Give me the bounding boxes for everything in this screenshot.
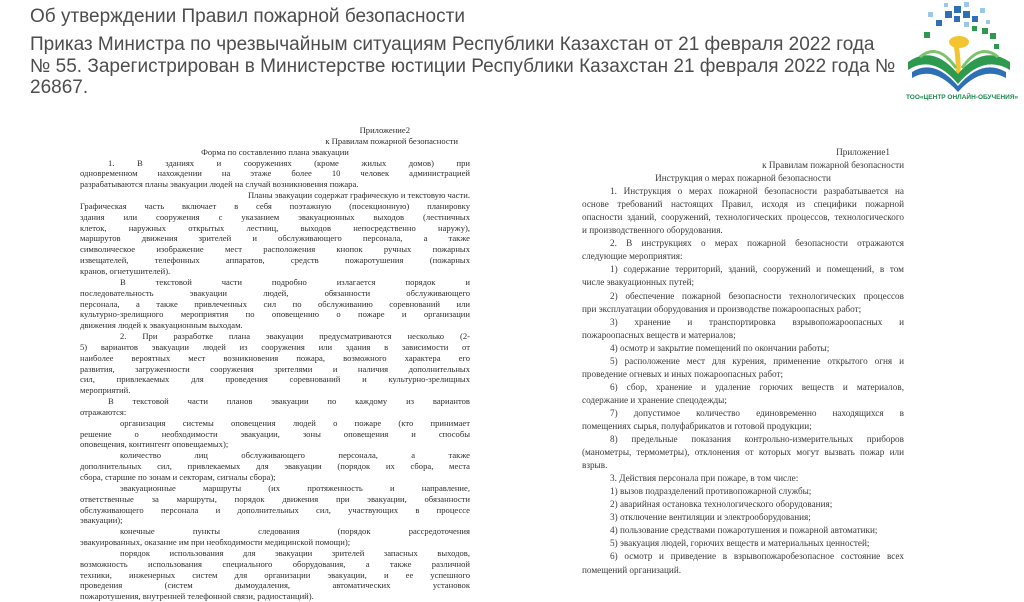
- right-doc-line: к Правилам пожарной безопасности: [762, 160, 904, 171]
- right-doc-line: 6) сбор, хранение и удаление горючих веществ и материалов,: [610, 381, 904, 392]
- left-doc-line: оповещения, контингент оповещаемых);: [80, 439, 229, 450]
- right-doc-line: 5) расположение мест для курения, применение открытого огня и: [610, 355, 904, 366]
- left-doc-line: В текстовой части подробно излагается порядок и: [120, 276, 470, 287]
- right-doc-line: Приложение1: [836, 147, 890, 157]
- right-doc-line: 3) хранение и транспортировка взрывопожароопасных и: [610, 316, 904, 327]
- right-doc-line: 2) обеспечение пожарной безопасности технологических процессов: [610, 290, 904, 301]
- left-doc-line: кранов, огнетушителей).: [80, 265, 171, 276]
- left-doc-line: последовательность эвакуации людей, обязанности обслуживающего: [80, 287, 470, 298]
- left-doc-line: возможность использования специального оборудования, а также различной: [80, 558, 470, 569]
- left-doc-line: отражаются:: [80, 406, 127, 417]
- left-doc-line: мероприятий.: [80, 385, 131, 396]
- left-doc-line: В текстовой части планов эвакуации по каждому из вариантов: [108, 396, 470, 407]
- right-doc-line: 2) аварийная остановка технологического оборудования;: [610, 499, 833, 510]
- left-doc-line: обслуживающего персонала и дополнительных сил, участвующих в процессе: [80, 504, 470, 515]
- right-doc-line: (манометры, термометры), отклонения от которых могут вызвать пожар или: [582, 447, 904, 458]
- right-doc-line: помещений организаций.: [582, 564, 682, 575]
- right-doc-line: Инструкция о мерах пожарной безопасности: [655, 173, 831, 184]
- left-doc-line: Форма по составлению плана эвакуации: [201, 146, 349, 157]
- right-doc-line: 8) предельные показания контрольно-измерительных приборов: [610, 434, 904, 445]
- right-doc-line: 1) содержание территорий, зданий, сооружений и помещений, в том: [610, 264, 904, 275]
- left-doc-line: количество лиц обслуживающего персонала, а также: [120, 450, 470, 461]
- left-doc-line: Приложение2: [359, 125, 410, 135]
- left-doc-line: развития, загруженности сооружения зрителями и наличия дополнительных: [80, 363, 470, 374]
- left-doc-line: разрабатываются планы эвакуации людей на случай возникновения пожара.: [80, 179, 359, 190]
- right-doc-line: проведение огневых и иных пожароопасных работ;: [582, 368, 784, 379]
- right-doc-line: 1) вызов подразделений противопожарной службы;: [610, 486, 812, 497]
- right-doc-line: 7) допустимое количество единовременно находящихся в: [610, 407, 904, 418]
- left-doc-line: эвакуированных, оказание им при необходимости медицинской помощи);: [80, 537, 351, 548]
- left-doc-line: маршрутов движения зрителей и обслуживающего персонала, а также: [80, 233, 470, 244]
- logo-caption: ТОО«ЦЕНТР ОНЛАЙН-ОБУЧЕНИЯ»: [906, 94, 1019, 101]
- right-doc-line: 6) осмотр и приведение в взрывопожаробезопасное состояние всех: [610, 551, 904, 562]
- left-doc-line: 2. При разработке плана эвакуации предусматриваются несколько (2-: [120, 331, 470, 342]
- right-doc-line: следующие мероприятия:: [582, 251, 683, 262]
- company-logo: [898, 2, 1020, 128]
- left-doc-line: дополнительных сил, привлекаемых для эвакуации (порядок их сбора, места: [80, 461, 470, 472]
- right-doc-line: 2. В инструкциях о мерах пожарной безопасности отражаются: [610, 238, 904, 249]
- left-doc-line: символическое изображение мест расположения кнопок ручных пожарных: [80, 244, 470, 255]
- right-doc-line: опасности зданий, сооружений, технологических процессов, технологического: [582, 212, 904, 223]
- left-doc-line: проведения (систем дымоудаления, автоматических установок: [80, 580, 470, 591]
- left-doc-line: конечные пункты следования (порядок рассредоточения: [120, 526, 470, 537]
- right-doc-line: и производственного оборудования.: [582, 225, 723, 236]
- page-subtitle: Приказ Министра по чрезвычайным ситуациям Республики Казахстан от 21 февраля 2022 года № 55. Зарегистрирован в Министерстве юстиции Республики Казахстан 21 февраля 2022 года № 26867.: [30, 34, 896, 98]
- left-doc-line: 1. В зданиях и сооружениях (кроме жилых домов) при: [108, 157, 470, 168]
- left-doc-line: персонала, а также привлеченных сил по обслуживанию соревнований или: [80, 298, 470, 309]
- right-doc-line: 5) эвакуация людей, горючих веществ и материальных ценностей;: [610, 538, 870, 549]
- left-doc-line: эвакуации);: [80, 515, 123, 526]
- right-doc-line: содержание и хранение спецодежды;: [582, 394, 727, 405]
- right-doc-line: 4) пользование средствами пожаротушения и пожарной автоматики;: [610, 525, 878, 536]
- right-doc-line: 3. Действия персонала при пожаре, в том числе:: [610, 473, 799, 484]
- right-doc-line: 1. Инструкция о мерах пожарной безопасности разрабатывается на: [610, 186, 904, 197]
- right-doc-line: числе эвакуационных путей;: [582, 277, 695, 288]
- left-doc-line: порядок использования для эвакуации зрителей запасных выходов,: [120, 547, 470, 558]
- right-doc-line: 4) осмотр и закрытие помещений по окончании работы;: [610, 342, 830, 353]
- right-doc-line: при эксплуатации оборудования и производстве пожароопасных работ;: [582, 303, 862, 314]
- left-doc-line: Графическая часть включает в себя поэтажную (посекционную) планировку: [80, 200, 470, 211]
- left-doc-line: ответственные за маршруты, порядок движения при эвакуации, обязанности: [80, 493, 470, 504]
- right-document-appendix-1: [582, 146, 904, 575]
- left-doc-line: Планы эвакуации содержат графическую и текстовую части.: [247, 190, 470, 201]
- left-doc-line: сил, привлекаемых для проведения соревнований и культурно-зрелищных: [80, 374, 470, 385]
- right-doc-line: основе требований настоящих Правил, исходя из специфики пожарной: [582, 199, 904, 210]
- left-doc-line: культурно-зрелищного мероприятия по оповещению о пожаре и организации: [80, 309, 470, 320]
- left-doc-line: одновременном нахождении на этаже более 10 человек администрацией: [80, 168, 470, 179]
- right-doc-line: 3) отключение вентиляции и электрооборудования;: [610, 512, 811, 523]
- right-doc-line: взрыв.: [582, 460, 608, 471]
- left-doc-line: сбора, старшие по зонам и секторам, сигналы сбора);: [80, 472, 276, 482]
- right-doc-line: помещениях сырья, полуфабрикатов и готовой продукции;: [582, 420, 812, 431]
- left-doc-line: извещателей, телефонных аппаратов, средств пожаротушения (пожарных: [80, 255, 470, 266]
- left-doc-line: 5) вариантов эвакуации людей из сооружения или здания в зависимости от: [80, 341, 470, 352]
- left-doc-line: решение о необходимости эвакуации, зоны оповещения и способы: [80, 428, 470, 439]
- left-doc-line: наиболее вероятных мест возникновения пожара, возможного характера его: [80, 352, 470, 363]
- right-doc-line: пожароопасных веществ и материалов;: [582, 329, 736, 340]
- left-doc-line: эвакуационные маршруты (их протяженность и направление,: [120, 482, 470, 493]
- left-doc-line: движения людей к эвакуационным выходам.: [80, 320, 243, 331]
- open-book-logo-icon: [898, 2, 1020, 97]
- left-doc-line: здания или сооружения с указанием эвакуационных выходов (лестничных: [80, 211, 470, 222]
- left-doc-line: к Правилам пожарной безопасности: [325, 135, 458, 146]
- left-doc-line: пожаротушения, внутренней телефонной связи, радиостанций).: [80, 591, 314, 602]
- left-document-appendix-2: [80, 125, 470, 602]
- page-title: Об утверждении Правил пожарной безопасности: [30, 6, 465, 27]
- left-doc-line: техники, инженерных систем для организации эвакуации, и ее успешного: [80, 569, 470, 580]
- left-doc-line: организация системы оповещения людей о пожаре (кто принимает: [120, 417, 470, 428]
- left-doc-line: клеток, наружных открытых лестниц, выходов непосредственно наружу),: [80, 222, 470, 233]
